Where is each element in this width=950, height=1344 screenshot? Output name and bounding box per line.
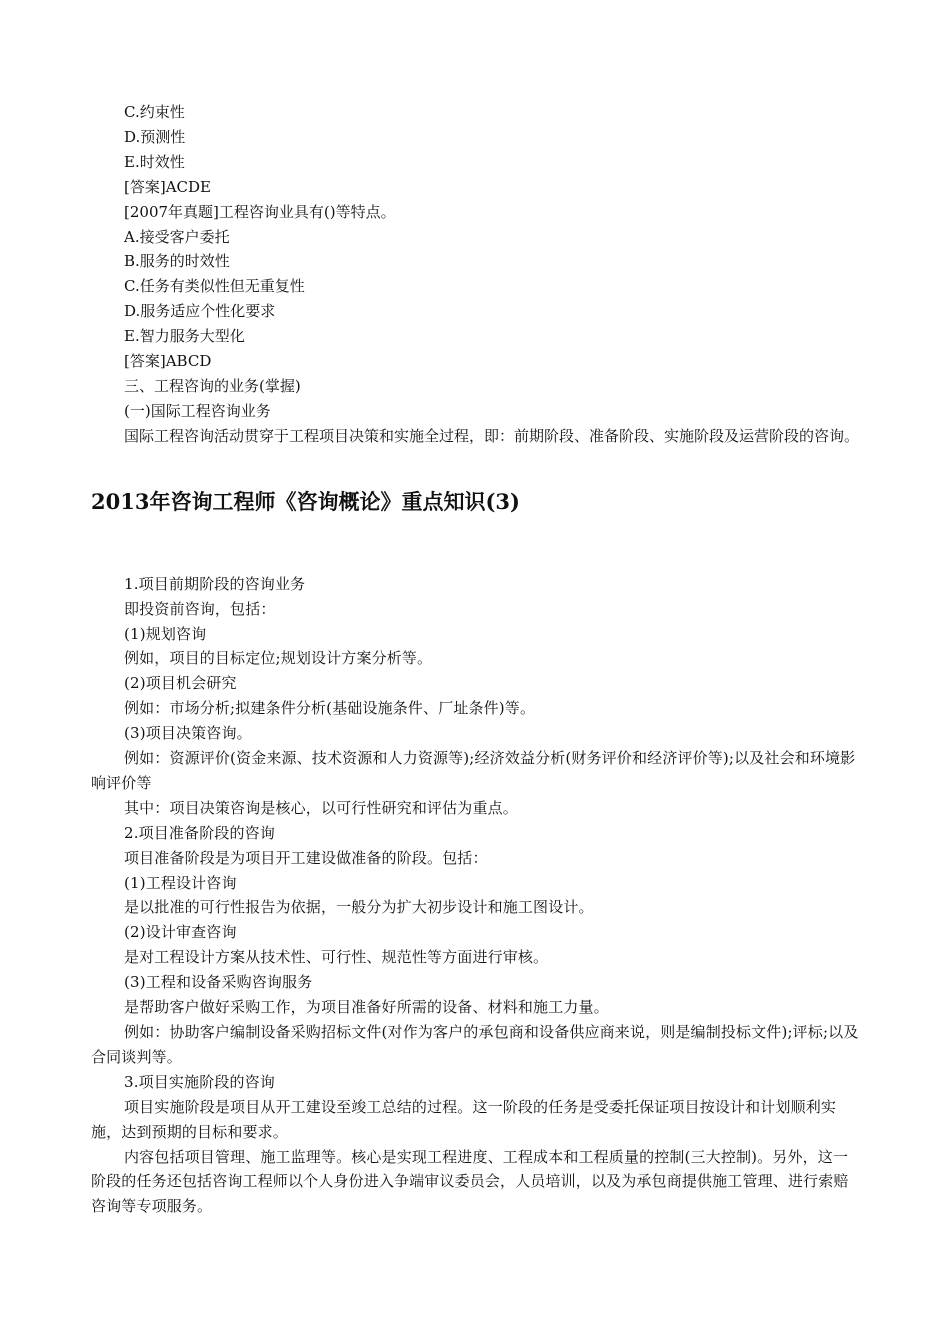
list-item: 2.项目准备阶段的咨询 xyxy=(124,823,275,842)
option-c: C.约束性 xyxy=(124,103,185,121)
option-b: B.服务的时效性 xyxy=(124,252,230,271)
list-item: (1)工程设计咨询 xyxy=(124,873,237,892)
list-item: 项目准备阶段是为项目开工建设做准备的阶段。包括： xyxy=(124,848,488,867)
list-item: 是对工程设计方案从技术性、可行性、规范性等方面进行审核。 xyxy=(124,948,549,967)
option-d: D.预测性 xyxy=(124,127,186,146)
section-previous-content xyxy=(91,100,861,449)
list-item: 即投资前咨询，包括： xyxy=(124,599,276,618)
list-item: (2)项目机会研究 xyxy=(124,674,237,693)
paragraph: 例如：资源评价(资金来源、技术资源和人力资源等);经济效益分析(财务评价和经济评价等);以及社会和环境影响评价等 xyxy=(91,749,856,792)
option-e: E.智力服务大型化 xyxy=(124,327,245,346)
option-c: C.任务有类似性但无重复性 xyxy=(124,277,305,296)
paragraph: 内容包括项目管理、施工监理等。核心是实现工程进度、工程成本和工程质量的控制(三大控制)。另外，这一阶段的任务还包括咨询工程师以个人身份进入争端审议委员会，人员培训，以及为承包商提供施工管理、进行索赔咨询等专项服务。 xyxy=(91,1147,849,1216)
list-item: (2)设计审查咨询 xyxy=(124,923,237,942)
list-item: 1.项目前期阶段的咨询业务 xyxy=(124,574,306,593)
option-d: D.服务适应个性化要求 xyxy=(124,302,276,321)
list-item: 是帮助客户做好采购工作，为项目准备好所需的设备、材料和施工力量。 xyxy=(124,998,609,1017)
paragraph: 项目实施阶段是项目从开工建设至竣工总结的过程。这一阶段的任务是受委托保证项目按设计和计划顺利实施，达到预期的目标和要求。 xyxy=(91,1097,837,1141)
subsection-heading: (一)国际工程咨询业务 xyxy=(124,401,271,420)
section-main-content xyxy=(91,572,861,1220)
paragraph: 国际工程咨询活动贯穿于工程项目决策和实施全过程，即：前期阶段、准备阶段、实施阶段及运营阶段的咨询。 xyxy=(124,426,860,445)
list-item: 例如：市场分析;拟建条件分析(基础设施条件、厂址条件)等。 xyxy=(124,699,536,718)
section-heading: 三、工程咨询的业务(掌握) xyxy=(124,376,301,395)
answer-line: [答案]ACDE xyxy=(124,177,211,196)
document-page xyxy=(91,100,861,1219)
exam-question: [2007年真题]工程咨询业具有()等特点。 xyxy=(124,202,396,221)
option-e: E.时效性 xyxy=(124,152,185,171)
list-item: (1)规划咨询 xyxy=(124,624,207,643)
list-item: 是以批准的可行性报告为依据，一般分为扩大初步设计和施工图设计。 xyxy=(124,898,594,917)
list-item: 3.项目实施阶段的咨询 xyxy=(124,1072,275,1091)
list-item: 例如，项目的目标定位;规划设计方案分析等。 xyxy=(124,649,433,668)
list-item: (3)项目决策咨询。 xyxy=(124,724,252,743)
list-item: 其中：项目决策咨询是核心，以可行性研究和评估为重点。 xyxy=(124,798,518,817)
answer-line: [答案]ABCD xyxy=(124,352,212,371)
option-a: A.接受客户委托 xyxy=(124,227,230,246)
document-title: 2013年咨询工程师《咨询概论》重点知识(3) xyxy=(91,488,520,514)
list-item: (3)工程和设备采购咨询服务 xyxy=(124,973,313,992)
paragraph: 例如：协助客户编制设备采购招标文件(对作为客户的承包商和设备供应商来说，则是编制投标文件);评标;以及合同谈判等。 xyxy=(91,1023,859,1066)
